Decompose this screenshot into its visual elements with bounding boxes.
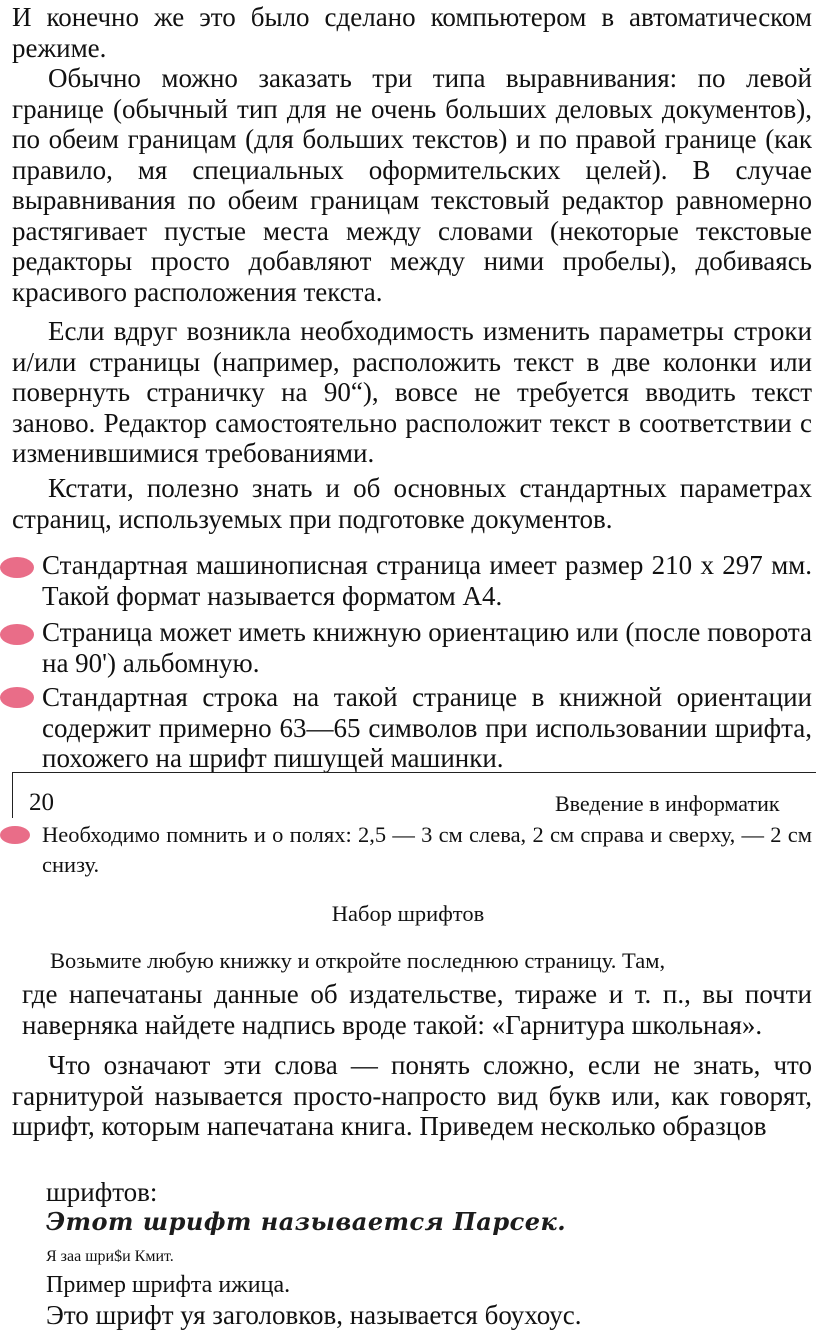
samples-intro: шрифтов: <box>46 1177 158 1207</box>
paragraph-book-intro: где напечатаны данные об издательстве, тираже и т. п., вы почти наверняка найдете надпись вроде такой: «Гарнитура школьная». <box>22 979 812 1040</box>
font-sample-parsek: Этот шрифт называется Парсек. <box>46 1207 567 1236</box>
paragraph-typeface-meaning: Что означают эти слова — понять сложно, если не знать, что гарнитурой называется просто-напросто вид букв или, как говорят, шрифт, которым напечатана книга. Приведем несколько образцов <box>12 1050 812 1141</box>
bullet-marker-icon <box>0 826 30 844</box>
paragraph-page-params: Если вдруг возникла необходимость изменить параметры строки и/или страницы (например, расположить текст в две колонки или повернуть страничку на 90“), вовсе не требуется вводить текст заново. Редактор самостоятельно расположит текст в соответствии с изменившимися требованиями. <box>12 316 812 468</box>
bullet-marker-icon <box>0 624 34 645</box>
paragraph-standard-params: Кстати, полезно знать и об основных стандартных параметрах страниц, используемых при подготовке документов. <box>12 473 812 534</box>
bullet-marker-icon <box>0 557 34 578</box>
bullet-item-margins: Необходимо помнить и о полях: 2,5 — 3 см слева, 2 см справа и сверху, — 2 см снизу. <box>42 822 812 877</box>
bullet-marker-icon <box>0 687 34 708</box>
section-title: Набор шрифтов <box>331 901 485 926</box>
paragraph-auto-mode: И конечно же это было сделано компьютером в автоматическом режиме. <box>12 2 812 63</box>
bullet-item-orientation: Страница может иметь книжную ориентацию или (после поворота на 90') альбомную. <box>42 617 812 678</box>
bullet-item-page-size: Стандартная машинописная страница имеет размер 210 х 297 мм. Такой формат называется форматом А4. <box>42 550 812 611</box>
font-sample-kmit: Я заа шри$и Кмит. <box>46 1248 174 1265</box>
bullet-item-line-length: Стандартная строка на такой странице в книжной ориентации содержит примерно 63—65 символов при использовании шрифта, похожего на шрифт пишущей машинки. <box>42 682 812 773</box>
font-sample-izhitsa: Пример шрифта ижица. <box>46 1272 291 1298</box>
paragraph-book-intro-line: Возьмите любую книжку и откройте последнюю страницу. Там, <box>50 948 666 973</box>
page-number: 20 <box>29 789 54 816</box>
paragraph-alignment-types: Обычно можно заказать три типа выравнивания: по левой границе (обычный тип для не очень больших деловых документов), по обеим границам (для больших текстов) и по правой границе (как правило, мя специальных оформительских целей). В случае выравнивания по обеим границам текстовый редактор равномерно растягивает пустые места между словами (некоторые текстовые редакторы просто добавляют между ними пробелы), добиваясь красивого расположения текста. <box>12 63 812 307</box>
font-sample-bauhaus: Это шрифт уя заголовков, называется боухоус. <box>46 1300 582 1330</box>
running-head <box>12 772 816 818</box>
running-head-title: Введение в информатик <box>555 791 780 816</box>
